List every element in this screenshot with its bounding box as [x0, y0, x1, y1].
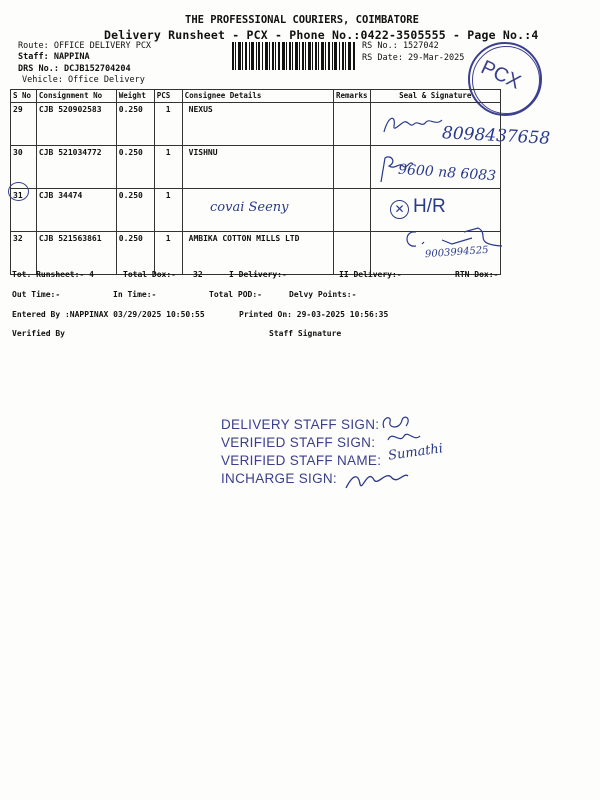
stamp-incharge-sign: INCHARGE SIGN: [221, 471, 337, 486]
col-sno: S No [11, 90, 37, 103]
stamp-verified-staff-name: VERIFIED STAFF NAME: [221, 453, 382, 468]
total-pod: Total POD:- [209, 290, 262, 299]
verified-by: Verified By [12, 329, 65, 338]
cell-weight: 0.250 [116, 232, 154, 275]
company-title: THE PROFESSIONAL COURIERS, COIMBATORE [185, 14, 419, 26]
cell-pcs: 1 [154, 189, 182, 232]
table-header [11, 90, 501, 103]
cell-sno: 29 [11, 103, 37, 146]
staff-signature-label: Staff Signature [269, 329, 342, 338]
cell-consignment: CJB 521563861 [36, 232, 116, 275]
ii-delivery: II Delivery:- [339, 270, 402, 279]
entered-by: Entered By :NAPPINAX 03/29/2025 10:50:55 [12, 310, 205, 319]
staff: Staff: NAPPINA [18, 52, 90, 62]
cell-pcs: 1 [154, 146, 182, 189]
printed-on: Printed On: 29-03-2025 10:56:35 [239, 310, 389, 319]
cell-consignment: CJB 520902583 [36, 103, 116, 146]
i-delivery: I Delivery:- [229, 270, 287, 279]
barcode [232, 42, 356, 70]
stamp-verified-staff-sign: VERIFIED STAFF SIGN: [221, 435, 376, 450]
handwritten-note: covai Seeny [210, 200, 289, 215]
cell-remarks [333, 146, 370, 189]
cell-remarks [333, 189, 370, 232]
col-weight: Weight [116, 90, 154, 103]
cell-remarks [333, 103, 370, 146]
cell-consignment: CJB 521034772 [36, 146, 116, 189]
in-time: In Time:- [113, 290, 157, 299]
col-seal: Seal & Signature [370, 90, 500, 103]
cell-sno: 32 [11, 232, 37, 275]
col-consignment: Consignment No [36, 90, 116, 103]
out-time: Out Time:- [12, 290, 61, 299]
cell-consignee: NEXUS [182, 103, 333, 146]
tot-runsheet: Tot. Runsheet:- 4 [12, 270, 94, 279]
signature-row29 [380, 110, 450, 140]
cell-weight: 0.250 [116, 146, 154, 189]
handwritten-name: Sumathi [387, 441, 444, 464]
cell-consignee: AMBIKA COTTON MILLS LTD [182, 232, 333, 275]
cell-consignee: VISHNU [182, 146, 333, 189]
handwritten-phone: 9600 n8 6083 [397, 161, 497, 185]
col-pcs: PCS [154, 90, 182, 103]
handwritten-mark: H/R [413, 196, 446, 217]
pcx-stamp-text: PCX [477, 56, 525, 94]
cell-consignment: CJB 34474 [36, 189, 116, 232]
vehicle: Vehicle: Office Delivery [22, 75, 145, 85]
x-mark-icon: ✕ [390, 200, 409, 219]
col-remarks: Remarks [333, 90, 370, 103]
stamp-delivery-staff-sign: DELIVERY STAFF SIGN: [221, 417, 380, 432]
runsheet-title: Delivery Runsheet - PCX - Phone No.:0422-3505555 - Page No.:4 [104, 28, 539, 42]
cell-sno: 31 [11, 189, 37, 232]
cell-remarks [333, 232, 370, 275]
drs-number: DRS No.: DCJB152704204 [18, 64, 131, 74]
cell-pcs: 1 [154, 232, 182, 275]
total-dox-label: Total Dox:- [123, 270, 176, 279]
rtn-dox: RTN Dox:- [455, 270, 499, 279]
total-dox-value: 32 [193, 270, 203, 279]
handwritten-phone: 8098437658 [441, 123, 551, 149]
cell-weight: 0.250 [116, 103, 154, 146]
rs-number: RS No.: 1527042 [362, 41, 439, 51]
cell-weight: 0.250 [116, 189, 154, 232]
signature-incharge [342, 462, 412, 496]
col-consignee: Consignee Details [182, 90, 333, 103]
rs-date: RS Date: 29-Mar-2025 [362, 53, 465, 63]
delvy-points: Delvy Points:- [289, 290, 357, 299]
circle-mark [8, 182, 29, 201]
handwritten-phone: 9003994525 [424, 244, 489, 261]
route: Route: OFFICE DELIVERY PCX [18, 41, 152, 51]
cell-sno: 30 [11, 146, 37, 189]
cell-pcs: 1 [154, 103, 182, 146]
